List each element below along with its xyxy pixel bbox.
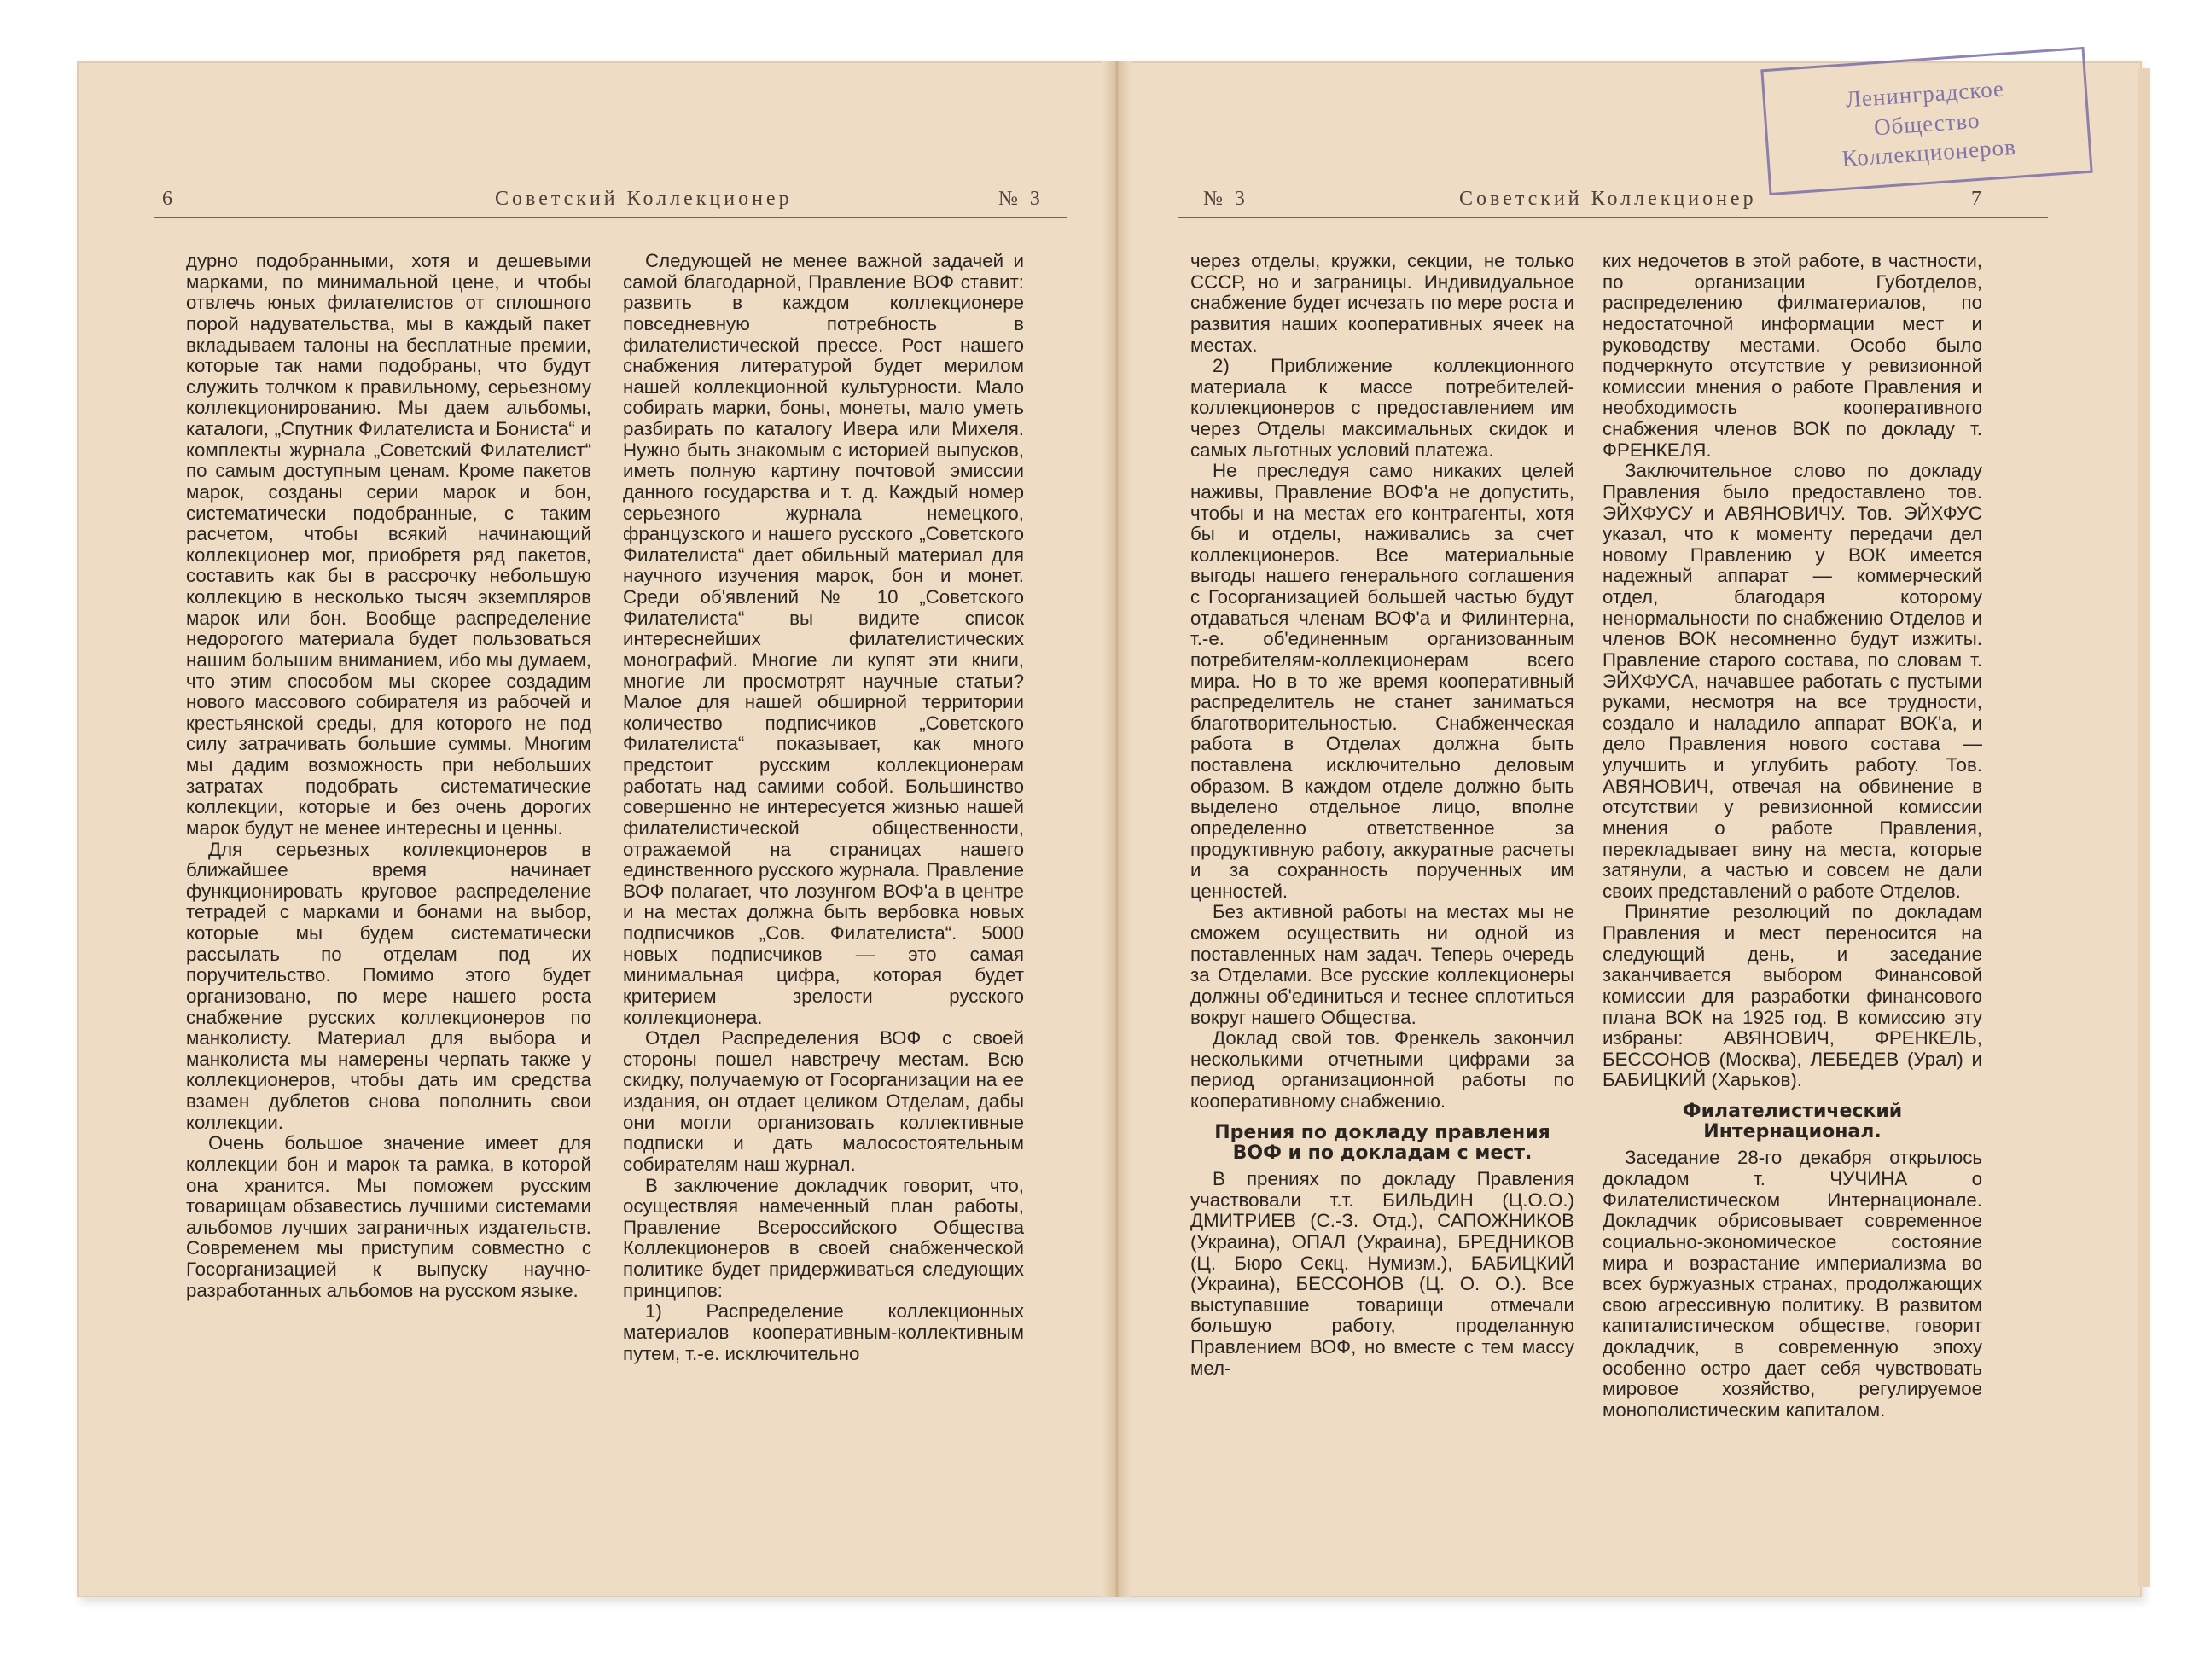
paragraph: В заключение докладчик говорит, что, осуществляя намеченный план работы, Правление Всероссийского Общества Коллекционеров в своей снабженческой политике будет придерживаться следующих принципов: bbox=[623, 1174, 1024, 1301]
paragraph: дурно подобранными, хотя и дешевыми марками, по минимальной цене, и чтобы отвлечь юных филателистов от сплошного порой надувательства, мы в каждый пакет вкладываем талоны на бесплатные премии, которые так нами подобраны, что будут служить толчком к правильному, серьезному коллекционированию. Мы даем альбомы, каталоги, „Спутник Филателиста и Бониста“ и комплекты журнала „Советский Филателист“ по самым доступным ценам. Кроме пакетов марок, созданы серии марок и бон, систематически подобранные, с таким расчетом, чтобы всякий начинающий коллекционер мог, приобретя ряд пакетов, составить как бы в рассрочку небольшую коллекцию в несколько тысяч экземпляров марок или бон. Вообще распределение недорогого материала будет пользоваться нашим большим вниманием, ибо мы думаем, что этим способом мы скорее создадим нового массового собирателя из рабочей и крестьянской среды, для которого не под силу затрачивать большие суммы. Многим мы дадим возможность при небольших затратах подобрать систематические коллекции, которые и без очень дорогих марок будут не менее интересны и ценны. bbox=[186, 250, 591, 839]
right-issue-number: № 3 bbox=[1203, 188, 1248, 210]
paragraph: Без активной работы на местах мы не сможем осуществить ни одной из поставленных нам задач. Теперь очередь за Отделами. Все русские коллекционеры должны об'единиться и теснее сплотиться вокруг нашего Общества. bbox=[1190, 901, 1574, 1028]
right-page-header bbox=[1178, 188, 2048, 218]
paragraph: Доклад свой тов. Френкель закончил несколькими отчетными цифрами за период организационной работы по кооперативному снабжению. bbox=[1190, 1027, 1574, 1112]
magazine-spread bbox=[77, 61, 2142, 1597]
paragraph: ких недочетов в этой работе, в частности, по организации Губотделов, распределению филматериалов, по недостаточной информации мест и руководству местами. Особо было подчеркнуто отсутствие у ревизионной комиссии мнения о работе Правления и необходимость кооперативного снабжения членов ВОК по докладу т. ФРЕНКЕЛЯ. bbox=[1603, 250, 1982, 461]
paragraph: Заседание 28-го декабря открылось докладом т. ЧУЧИНА о Филателистическом Интернационале. Докладчик обрисовывает современное социально-экономическое состояние мира и возрастание империализма во всех буржуазных странах, продолжающих свою агрессивную политику. В развитом капиталистическом обществе, говорит докладчик, в современную эпоху особенно остро дает себя чувствовать мировое хозяйство, регулируемое монополистическим капиталом. bbox=[1603, 1147, 1982, 1421]
paragraph: В прениях по докладу Правления участвовали т.т. БИЛЬДИН (Ц.О.О.) ДМИТРИЕВ (С.-З. Отд.), САПОЖНИКОВ (Украина), ОПАЛ (Украина), БРЕДНИКОВ (Ц. Бюро Секц. Нумизм.), БАБИЦКИЙ (Украина), БЕССОНОВ (Ц. О. О.). Все выступавшие товарищи отмечали большую работу, проделанную Правлением ВОФ, но вместе с тем массу мел- bbox=[1190, 1168, 1574, 1379]
paragraph: Для серьезных коллекционеров в ближайшее время начинает функционировать круговое распределение тетрадей с марками и бонами на выбор, которые мы будем систематически рассылать по отделам под их поручительство. Помимо этого будет организовано, по мере нашего роста снабжение русских коллекционеров по манколисту. Материал для выбора и манколиста мы намерены черпать также у коллекционеров, чтобы дать им средства взамен дублетов снова пополнить свои коллекции. bbox=[186, 838, 591, 1133]
left-issue-number: № 3 bbox=[998, 188, 1044, 210]
library-stamp bbox=[1760, 47, 2092, 195]
page-edges bbox=[2138, 68, 2150, 1587]
stamp-line-1: Ленинградское bbox=[1844, 75, 2005, 113]
page-gutter bbox=[1102, 61, 1131, 1597]
left-journal-title: Советский Коллекционер bbox=[495, 188, 793, 210]
stamp-line-3: Коллекционеров bbox=[1841, 133, 2017, 172]
paragraph: Принятие резолюций по докладам Правления и мест переносится на следующий день, и заседание заканчивается выбором Финансовой комиссии для разработки финансового плана ВОК на 1925 год. В комиссию эту избраны: АВЯНОВИЧ, ФРЕНКЕЛЬ, БЕССОНОВ (Москва), ЛЕБЕДЕВ (Урал) и БАБИЦКИЙ (Харьков). bbox=[1603, 901, 1982, 1091]
paragraph: Не преследуя само никаких целей наживы, Правление ВОФ'а не допустить, чтобы и на местах его контрагенты, хотя бы и отделы, наживались за счет коллекционеров. Все материальные выгоды нашего генерального соглашения с Госорганизацией большей частью будут отдаваться членам ВОФ'а и Филинтерна, т.-е. об'единенным организованным потребителям-коллекционерам всего мира. Но в то же время кооперативный распределитель не станет заниматься благотворительностью. Снабженческая работа в Отделах должна быть поставлена исключительно деловым образом. В каждом отделе должно быть выделено отдельное лицо, вполне определенно ответственное за продуктивную работу, аккуратные расчеты и за сохранность порученных им ценностей. bbox=[1190, 460, 1574, 902]
left-page-header bbox=[154, 188, 1067, 218]
section-heading-philintern: Филателистический Интернационал. bbox=[1682, 1101, 1903, 1143]
right-journal-title: Советский Коллекционер bbox=[1459, 188, 1757, 210]
column-2 bbox=[623, 251, 1024, 1364]
paragraph: 1) Распределение коллекционных материалов кооперативным-коллективным путем, т.-е. исключительно bbox=[623, 1300, 1024, 1364]
column-1 bbox=[186, 251, 591, 1301]
stamp-line-2: Общество bbox=[1873, 107, 1981, 140]
column-4 bbox=[1603, 251, 1982, 1421]
paragraph: через отделы, кружки, секции, не только СССР, но и заграницы. Индивидуальное снабжение будет исчезать по мере роста и развития наших кооперативных ячеек на местах. bbox=[1190, 250, 1574, 356]
section-heading-debates: Прения по докладу правления ВОФ и по докладам с мест. bbox=[1214, 1121, 1550, 1164]
left-page-number: 6 bbox=[162, 188, 176, 210]
paragraph: 2) Приближение коллекционного материала к массе потребителей-коллекционеров с предоставлением им через Отделы максимальных скидок и самых льготных условий платежа. bbox=[1190, 355, 1574, 461]
paragraph: Заключительное слово по докладу Правления было предоставлено тов. ЭЙХФУСУ и АВЯНОВИЧУ. Тов. ЭЙХФУС указал, что к моменту передачи дел новому Правлению у ВОК имеется надежный аппарат — коммерческий отдел, благодаря которому ненормальности по снабжению Отделов и членов ВОК несомненно будут изжиты. Правление старого состава, по словам т. ЭЙХФУСА, начавшее работать с пустыми руками, несмотря на все трудности, создало и наладило аппарат ВОК'а, и дело Правления нового состава — улучшить и углубить работу. Тов. АВЯНОВИЧ, отвечая на обвинение в отсутствии у ревизионной комиссии мнения о работе Правления, перекладывает вину на места, которые затянули, а частью и совсем не дали своих представлений о работе Отделов. bbox=[1603, 460, 1982, 902]
right-page-number: 7 bbox=[1971, 188, 1985, 210]
paragraph: Очень большое значение имеет для коллекции бон и марок та рамка, в которой она хранится. Мы поможем русским товарищам обзавестись лучшими системами альбомов лучших заграничных издательств. Современем мы приступим совместно с Госорганизацией к выпуску научно-разработанных альбомов на русском языке. bbox=[186, 1132, 591, 1301]
paragraph: Отдел Распределения ВОФ с своей стороны пошел навстречу местам. Всю скидку, получаемую от Госорганизации на ее издания, он отдает целиком Отделам, дабы они могли организовать коллективные подписки и дать малосостоятельным собирателям наш журнал. bbox=[623, 1027, 1024, 1175]
column-3 bbox=[1190, 251, 1574, 1379]
paragraph: Следующей не менее важной задачей и самой благодарной, Правление ВОФ ставит: развить в каждом коллекционере повседневную потребность в филателистической прессе. Рост нашего снабжения литературой будет мерилом нашей коллекционной культурности. Мало собирать марки, боны, монеты, мало уметь разбирать по каталогу Ивера или Михеля. Нужно быть знакомым с историей выпусков, иметь полную картину почтовой эмиссии данного государства и т. д. Каждый номер серьезного журнала немецкого, французского и нашего русского „Советского Филателиста“ дает обильный материал для научного изучения марок, бон и монет. Среди об'явлений № 10 „Советского Филателиста“ вы видите список интереснейших филателистических монографий. Многие ли купят эти книги, многие ли просмотрят научные статьи? Малое для нашей обширной территории количество подписчиков „Советского Филателиста“ показывает, как много предстоит русским коллекционерам работать над самими собой. Большинство совершенно не интересуется жизнью нашей филателистической общественности, отражаемой на страницах нашего единственного русского журнала. Правление ВОФ полагает, что лозунгом ВОФ'а в центре и на местах должна быть вербовка новых подписчиков „Сов. Филателиста“. 5000 новых подписчиков — это самая минимальная цифра, которая будет критерием зрелости русского коллекционера. bbox=[623, 250, 1024, 1028]
